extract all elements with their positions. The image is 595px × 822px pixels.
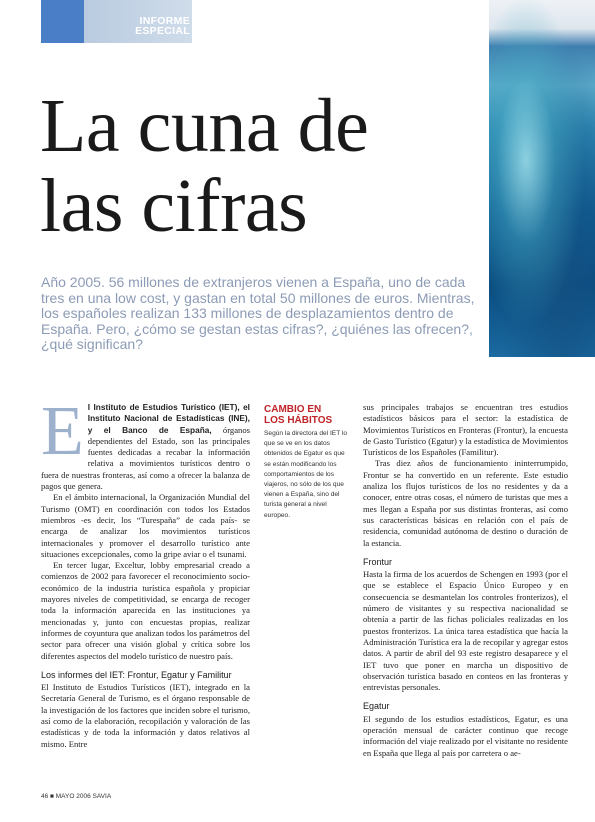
headline-line2: las cifras bbox=[40, 164, 308, 248]
paragraph-iet: El Instituto de Estudios Turísticos (IET), integrado en la Secretaría General de Turismo, es el órgano responsable de la investigación de los factores que inciden sobre el turismo, así como de la elaboración, recopilación y valoración de las estadísticas y de toda la información y datos relativos al mismo. Entre bbox=[41, 682, 250, 749]
paragraph-exceltur: En tercer lugar, Exceltur, lobby empresarial creado a comienzos de 2002 para favorecer el reconocimiento socio-económico de la industria turística española y propiciar mayores niveles de competitividad, se encarga de recoger toda la información aparecida en las instituciones ya mencionadas y, junto con encuestas propias, realizar informes de coyuntura que analizan todos los parámetros del sector para ofrecer una visión global y crítica sobre los diferentes aspectos del modelo turístico de nuestro país. bbox=[41, 560, 250, 661]
subhead-egatur: Egatur bbox=[363, 701, 390, 712]
column-1 bbox=[41, 393, 250, 750]
paragraph-frontur-intro: Tras diez años de funcionamiento ininterrumpido, Frontur se ha convertido en un referente. Este estudio analiza los flujos turísticos de los no residentes y da a conocer, entre otras cosas, el número de turistas que mes a mes llegan a España por sus distintas fronteras, así como sus características básicas en relación con el país de residencia, comunidad autónoma de destino o duración de la estancia. bbox=[363, 458, 568, 548]
section-tag-line2: ESPECIAL bbox=[135, 25, 190, 37]
deck: Año 2005. 56 millones de extranjeros vienen a España, uno de cada tres en una low cost, y gastan en total 50 millones de euros. Mientras, los españoles realizan 133 millones de desplazamientos dentro de España. Pero, ¿cómo se gestan estas cifras?, ¿quiénes las ofrecen?, ¿qué significan? bbox=[41, 274, 475, 352]
paragraph-omt: En el ámbito internacional, la Organización Mundial del Turismo (OMT) en coordinación con todos los Estados miembros -es decir, los “Turespaña” de cada país- se encarga de analizar los movimientos turísticos internacionales y promover el desarrollo turístico ante situaciones excepcionales, como la gripe aviar o el tsunami. bbox=[41, 492, 250, 559]
column-3 bbox=[363, 402, 568, 759]
headline-line1: La cuna de bbox=[40, 84, 369, 168]
paragraph-schengen: Hasta la firma de los acuerdos de Schengen en 1993 (por el que se establece el Espacio Único Europeo y en consecuencia se desmantelan los controles fronterizos), el número de visitantes y su respectiva nacionalidad se obtenía a partir de las fichas policiales realizadas en los puestos fronterizos. La única tarea estadística que hacía la Administración Turística era la de recopilar y agregar estos datos. A partir de abril del 93 este registro desaparece y el IET tuvo que poner en marcha un dispositivo de observación turística basado en conteos en las fronteras y entrevistas personales. bbox=[363, 569, 568, 693]
sidebar-body: Según la directora del IET lo que se ve en los datos obtenidos de Egatur es que se están modificando los comportamientos de los viajeros, no sólo de los que vienen a España, sino del turista general a nivel europeo. bbox=[264, 430, 348, 519]
lead-bold-text: l Instituto de Estudios Turístico (IET), el Instituto Nacional de Estadísticas (INE), y el Banco de España, bbox=[87, 402, 250, 435]
paragraph-estudios: sus principales trabajos se encuentran tres estudios estadísticos básicos para el sector: la estadística de Movimientos Turísticos en Fronteras (Frontur), la encuesta de Gasto Turístico (Egatur) y la estadística de Movimientos Turísticos de los Españoles (Familitur). bbox=[363, 402, 568, 458]
subhead-frontur: Frontur bbox=[363, 556, 393, 567]
paragraph-egatur: El segundo de los estudios estadísticos, Egatur, es una operación mensual de carácter continuo que recoge información del viaje realizado por el visitante no residente en España que llega al país por carretera o ae- bbox=[363, 713, 568, 758]
lead-paragraph bbox=[41, 393, 250, 492]
lead-rest-text: órganos dependientes del Estado, son las principales fuentes dedicadas a recabar la información relativa a movimientos turísticos dentro o fuera de nuestras fronteras, así como a ofrecer la balanza de pagos que genera. bbox=[41, 424, 250, 492]
section-tag-line1: INFORME bbox=[139, 15, 190, 27]
section-tag bbox=[128, 16, 190, 36]
section-tag-block bbox=[41, 0, 84, 43]
sidebar-title bbox=[264, 404, 352, 426]
subhead-informes-iet: Los informes del IET: Frontur, Egatur y Familitur bbox=[41, 669, 232, 680]
headline bbox=[40, 86, 490, 246]
sidebar-title-line2: LOS HÁBITOS bbox=[264, 415, 333, 426]
page-folio: 46 ■ MAYO 2006 SAVIA bbox=[41, 793, 112, 800]
sidebar-box bbox=[264, 404, 352, 521]
sea-photo bbox=[489, 0, 595, 357]
sidebar-title-line1: CAMBIO EN bbox=[264, 404, 322, 415]
dropcap: E bbox=[41, 393, 84, 470]
